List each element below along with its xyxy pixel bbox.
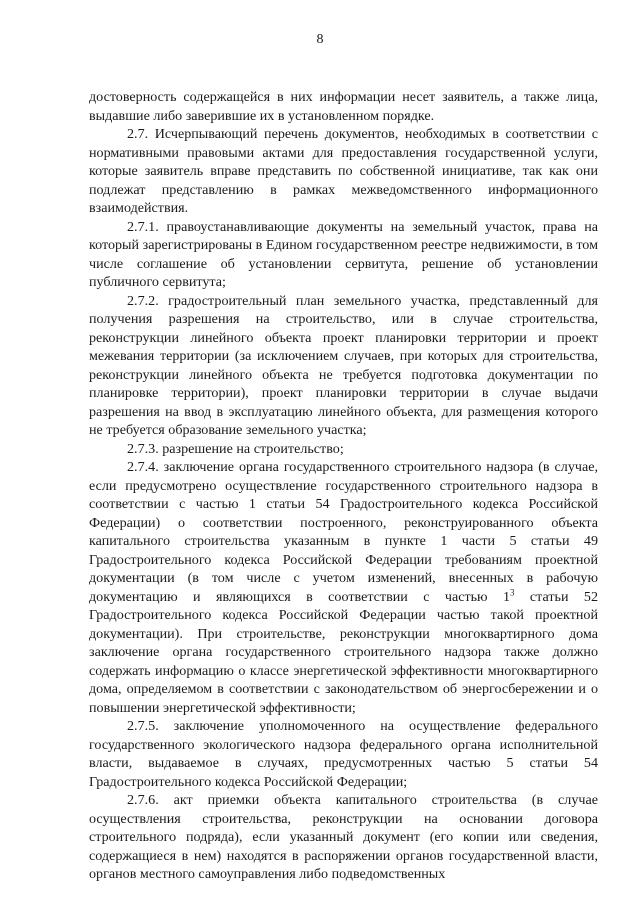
paragraph — [89, 458, 598, 717]
paragraph: 2.7.2. градостроительный план земельного участка, представленный для получения разрешения на строительство, или в случае строительства, реконструкции линейного объекта проект планировки территории и проект межевания территории (за исключением случаев, при которых для строительства, реконструкции линейного объекта не требуется подготовка документации по планировке территории), проект планировки территории в случае выдачи разрешения на ввод в эксплуатацию линейного объекта, для размещения которого не требуется образование земельного участка; — [89, 292, 598, 438]
paragraph: достоверность содержащейся в них информации несет заявитель, а также лица, выдавшие либо заверившие их в установленном порядке. — [89, 89, 598, 124]
superscript: 3 — [510, 586, 515, 597]
paragraph: 2.7. Исчерпывающий перечень документов, необходимых в соответствии с нормативными правовыми актами для предоставления государственной услуги, которые заявитель вправе представить по собственной инициативе, так как они подлежат представлению в рамках межведомственного информационного взаимодействия. — [89, 126, 598, 216]
paragraph: 2.7.5. заключение уполномоченного на осуществление федерального государственного экологического надзора федерального органа исполнительной власти, выдаваемое в случаях, предусмотренных частью 5 статьи 54 Градостроительного кодекса Российской Федерации; — [89, 718, 598, 790]
document-body — [89, 88, 598, 884]
paragraph: 2.7.3. разрешение на строительство; — [127, 440, 344, 457]
paragraph-text: статьи 52 Градостроительного кодекса Российской Федерации частью такой проектной документации). При строительстве, реконструкции многоквартирного дома заключение органа государственного строительного надзора также должно содержать информацию о классе энергетической эффективности многоквартирного дома, определяемом в соответствии с законодательством об энергосбережении и о повышении энергетической эффективности; — [89, 588, 598, 716]
paragraph: 2.7.1. правоустанавливающие документы на земельный участок, права на который зарегистрированы в Едином государственном реестре недвижимости, в том числе соглашение об установлении сервитута, решение об установлении публичного сервитута; — [89, 218, 598, 290]
paragraph: 2.7.6. акт приемки объекта капитального строительства (в случае осуществления строительства, реконструкции на основании договора строительного подряда), если указанный документ (его копии или сведения, содержащиеся в нем) находятся в распоряжении органов государственной власти, органов местного самоуправления либо подведомственных — [89, 792, 598, 882]
paragraph-text: 2.7.4. заключение органа государственного строительного надзора (в случае, если предусмотрено осуществление государственного строительного надзора в соответствии с частью 1 статьи 54 Градостроительного кодекса Российской Федерации) о соответствии построенного, реконструированного объекта капитального строительства указанным в пункте 1 части 5 статьи 49 Градостроительного кодекса Российской Федерации требованиям проектной документации (в том числе с учетом изменений, внесенных в рабочую документацию и являющихся в соответствии с частью 1 — [89, 459, 598, 605]
page-number: 8 — [316, 32, 324, 47]
